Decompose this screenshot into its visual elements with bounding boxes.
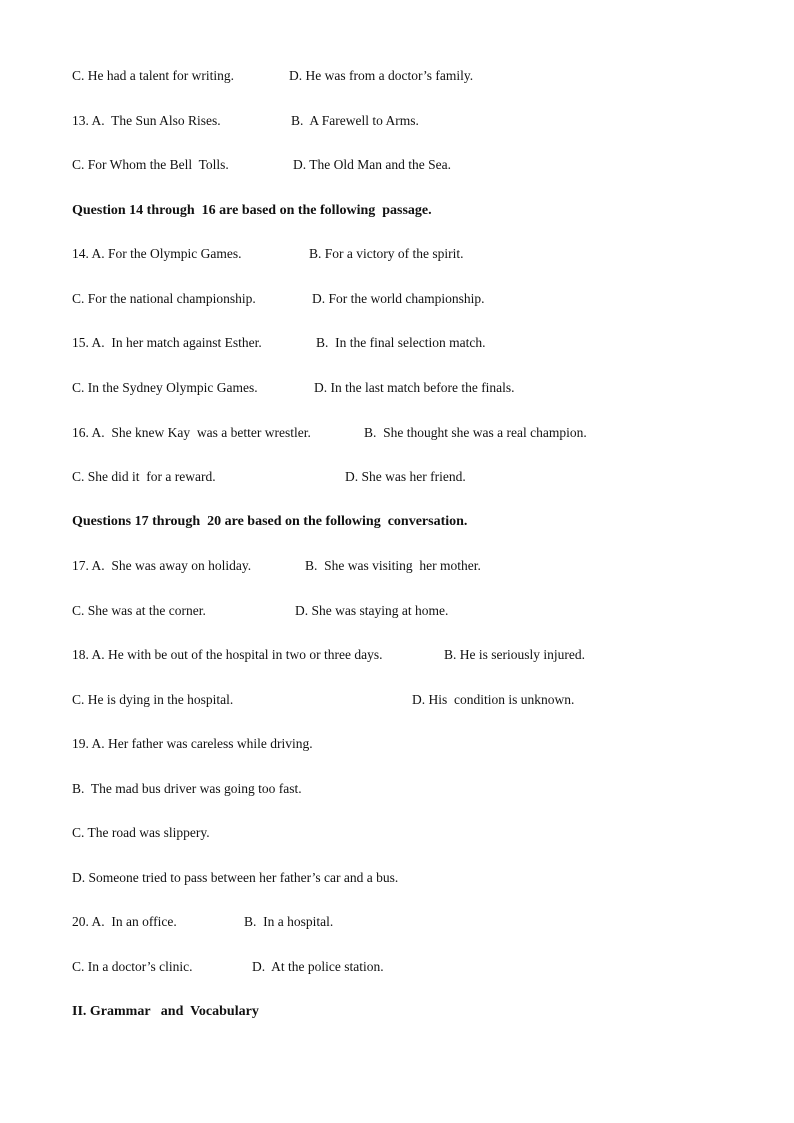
option-a: 18. A. He with be out of the hospital in two or three days. [72,647,383,662]
option-d: D. At the police station. [252,959,384,974]
option-b: B. She thought she was a real champion. [364,425,587,440]
section-heading: Question 14 through 16 are based on the following passage. [72,203,432,218]
option-a: 13. A. The Sun Also Rises. [72,113,221,128]
option-d: D. His condition is unknown. [412,692,575,707]
option-d: D. He was from a doctor’s family. [289,68,474,83]
option-c: C. In a doctor’s clinic. [72,959,193,974]
option-c: C. He had a talent for writing. [72,68,234,83]
answer-line [72,870,399,918]
option-c: C. For the national championship. [72,291,256,306]
answer-line [72,736,313,784]
section-heading: II. Grammar and Vocabulary [72,1004,259,1019]
answer-line [72,781,302,829]
option-a: 20. A. In an office. [72,914,177,929]
option-b: B. The mad bus driver was going too fast. [72,781,302,796]
option-c: C. She was at the corner. [72,603,206,618]
option-c: C. In the Sydney Olympic Games. [72,380,258,395]
option-a: 15. A. In her match against Esther. [72,335,262,350]
option-c: C. He is dying in the hospital. [72,692,234,707]
option-b: B. In a hospital. [244,914,334,929]
option-d: D. In the last match before the finals. [314,380,515,395]
option-b: B. A Farewell to Arms. [291,113,419,128]
option-a: 19. A. Her father was careless while driving. [72,736,313,751]
option-b: B. She was visiting her mother. [305,558,481,573]
option-c: C. For Whom the Bell Tolls. [72,157,229,172]
option-b: B. He is seriously injured. [444,647,585,662]
option-b: B. In the final selection match. [316,335,486,350]
option-d: D. The Old Man and the Sea. [293,157,451,172]
option-a: 16. A. She knew Kay was a better wrestler. [72,425,311,440]
option-a: 17. A. She was away on holiday. [72,558,252,573]
option-b: B. For a victory of the spirit. [309,246,464,261]
option-d: D. Someone tried to pass between her father’s car and a bus. [72,870,399,885]
section-heading: Questions 17 through 20 are based on the following conversation. [72,514,468,529]
option-c: C. The road was slippery. [72,825,210,840]
option-c: C. She did it for a reward. [72,469,216,484]
option-a: 14. A. For the Olympic Games. [72,246,242,261]
answer-line [72,825,210,873]
option-d: D. She was her friend. [345,469,466,484]
option-d: D. For the world championship. [312,291,485,306]
option-d: D. She was staying at home. [295,603,449,618]
